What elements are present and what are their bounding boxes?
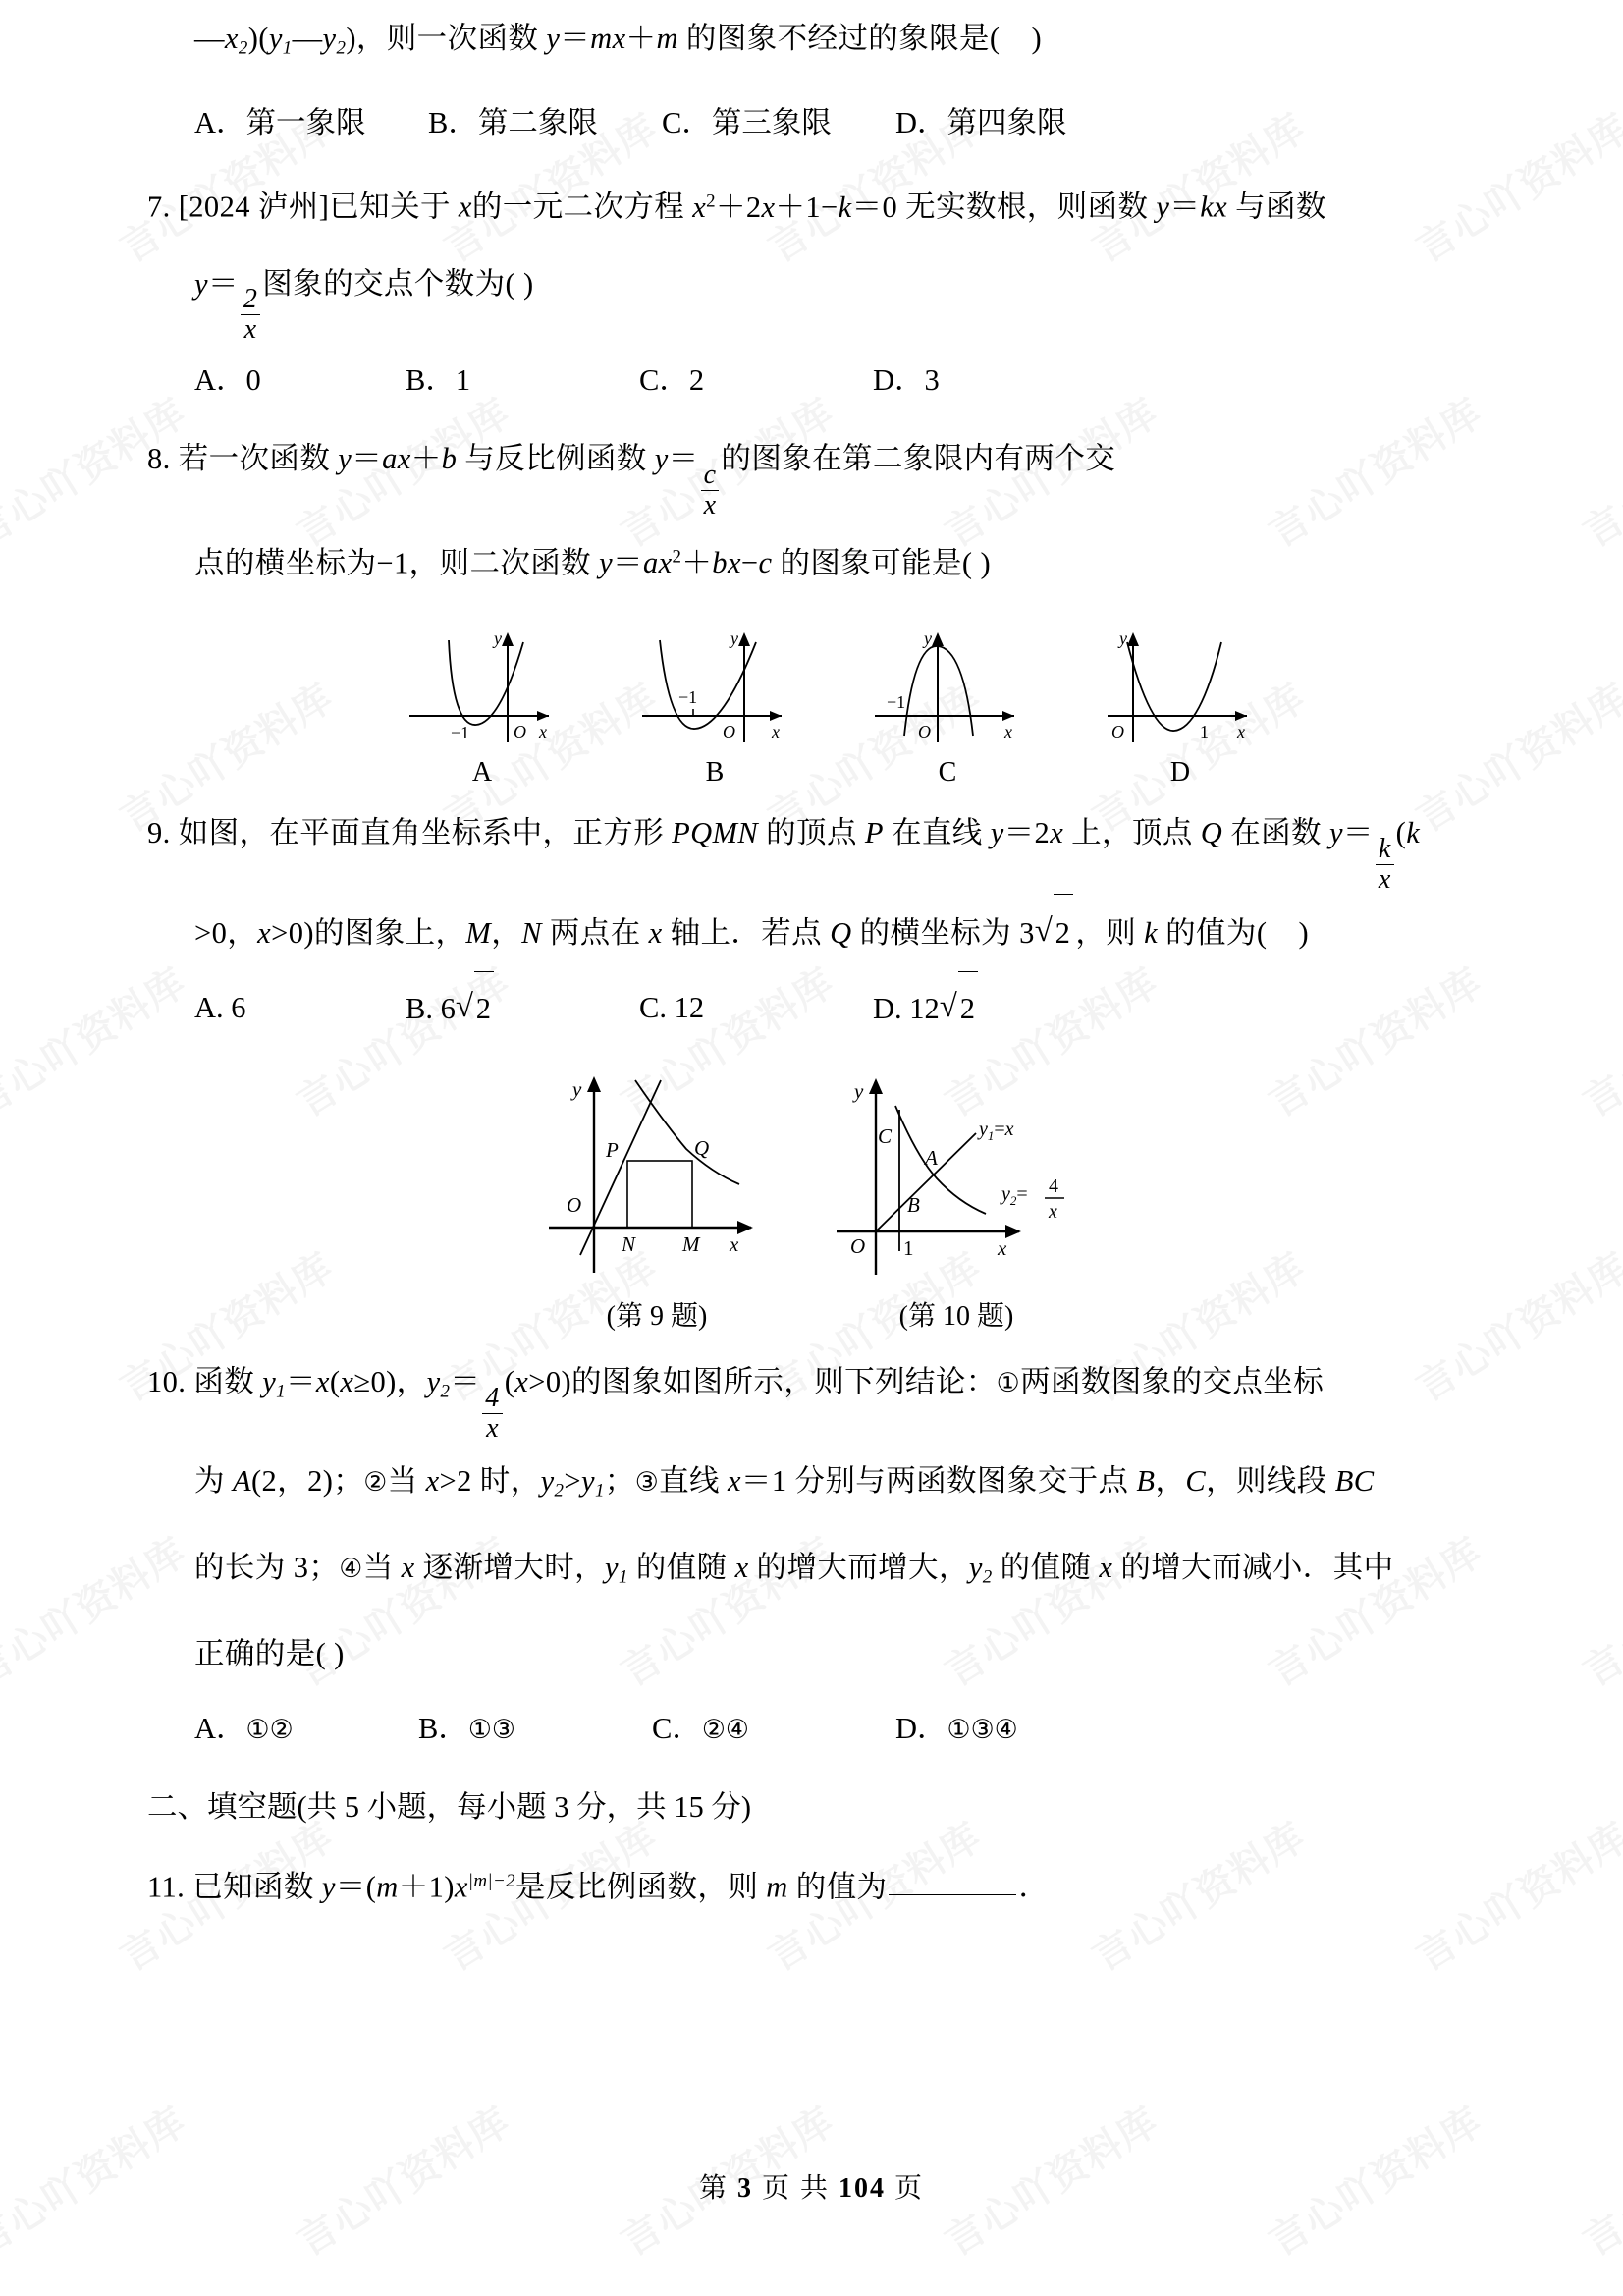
svg-text:Q: Q [693,1136,709,1161]
question-7 [147,163,1476,416]
q10-stem-line2: 为 A(2，2)；②当 x>2 时，$y_2>y_1$；③直线 x＝1 分别与两函数图象交于点 B，C，则线段 BC [194,1463,1375,1502]
figure-row-9-10 [147,1063,1476,1334]
fraction-c-over-x: $\frac{c}{x}$ [701,462,720,519]
figure-10-caption: (第 10 题) [898,1301,1014,1333]
q8-figure-a-label: A [471,757,493,789]
svg-text:O: O [722,722,735,742]
q8-figure-d [1090,623,1271,789]
svg-text:A: A [924,1146,938,1171]
svg-text:O: O [917,722,931,742]
svg-text:B: B [906,1193,920,1218]
footer-total-pages: 104 [839,2173,886,2204]
svg-text:y1=x: $y_1=x$ [978,1119,1014,1144]
svg-text:x: x [997,1236,1006,1261]
svg-text:1: 1 [1199,722,1209,742]
question-9 [147,794,1476,1334]
q10-choice-a[interactable]: A．①② [194,1712,294,1746]
q7-stem-line2: y＝ $\frac{2}{x}$ 图象的交点个数为( ) [194,266,534,346]
q7-number: 7. [147,190,171,224]
q8-figure-d-label: D [1169,757,1191,789]
figure-9-graph [537,1063,778,1284]
q7-choice-d[interactable]: D．3 [873,363,940,398]
q10-number: 10. [147,1365,187,1399]
footer-mid: 页 共 [761,2173,830,2204]
q7-choice-b[interactable]: B．1 [406,363,471,398]
svg-text:C: C [877,1124,892,1149]
svg-text:O: O [1110,722,1124,742]
svg-text:y: y [493,629,502,649]
footer-prefix: 第 [698,2173,729,2204]
q10-stem-line3: 的长为 3；④当 x 逐渐增大时，$y_1$ 的值随 x 的增大而增大，$y_2$ 的值随 x 的增大而减小．其中 [194,1551,1394,1588]
q9-stem-line2: >0，x>0)的图象上，M，N 两点在 x 轴上．若点 Q 的横坐标为 3 √ 2 ，则 k 的值为( ) [147,894,1476,971]
q10-choices [147,1692,1476,1767]
q9-choice-a[interactable]: A. 6 [194,991,246,1025]
svg-text:O: O [513,722,526,742]
svg-text:x: x [729,1232,738,1257]
section-2-heading: 二、填空题(共 5 小题，每小题 3 分，共 15 分) [147,1790,752,1825]
svg-text:x: x [1003,722,1012,742]
q8-stem-line1: 8. 若一次函数 y＝ax＋b 与反比例函数 y＝ $\frac{c}{x}$ 的图象在第二象限内有两个交 [147,442,1116,521]
figure-9-container [537,1063,778,1334]
question-6-tail [147,0,1476,159]
q6-choices [147,86,1476,159]
svg-text:M: M [681,1232,699,1257]
q6-stem-line: $—x_2)(y_1—y_2)$，则一次函数 y＝mx＋m 的图象不经过的象限是( ) [194,22,1043,59]
q6-choice-b[interactable]: B．第二象限 [428,106,598,140]
q7-source-tag: [2024 泸州] [178,190,330,224]
q8-figure-b [624,623,806,789]
svg-text:y2=: $y_2=$ [1001,1183,1028,1209]
q6-choice-a[interactable]: A．第一象限 [194,106,366,140]
q10-choice-c[interactable]: C．②④ [652,1712,749,1746]
footer-suffix: 页 [894,2173,925,2204]
svg-text:x: x [1048,1201,1057,1224]
q7-choices [147,344,1476,416]
q8-stem-line2: 点的横坐标为−1，则二次函数 $y=ax^2+bx-c$ 的图象可能是( ) [194,546,992,580]
q11-answer-blank[interactable] [889,1894,1016,1895]
q8-figure-c-label: C [938,757,957,789]
q8-figure-a [392,623,573,789]
svg-text:O: O [849,1234,865,1259]
parabola-graph-d [1090,623,1271,750]
q11-number: 11. [147,1870,186,1904]
svg-text:1: 1 [902,1236,913,1261]
q8-figure-c [857,623,1039,789]
parabola-graph-b [624,623,806,750]
q9-number: 9. [147,816,171,850]
parabola-graph-a [392,623,573,750]
question-11 [147,1843,1476,1925]
q7-choice-c[interactable]: C．2 [639,363,705,398]
q9-choice-d[interactable]: D. 12 √ 2 [873,971,980,1045]
q10-choice-d[interactable]: D．①③④ [895,1712,1018,1746]
parabola-graph-c [857,623,1039,750]
q10-stem-line4: 正确的是( ) [194,1637,345,1671]
fraction-k-over-x: $\frac{k}{x}$ [1376,836,1394,894]
figure-10-container [827,1063,1087,1334]
svg-text:y: y [730,629,738,649]
svg-text:y: y [853,1079,863,1104]
q7-stem-line1: 7. [2024 泸州]已知关于 x的一元二次方程 $x^2+2x+1-k=0$ 无实数根，则函数 y＝kx 与函数 [147,190,1326,224]
svg-text:4: 4 [1048,1175,1058,1198]
q9-stem-line1: 9. 如图，在平面直角坐标系中，正方形 PQMN 的顶点 P 在直线 y＝2x 上，顶点 Q 在函数 y＝ $\frac{k}{x}$ (k [147,816,1421,896]
footer-page-number: 3 [736,2173,753,2204]
q6-choice-d[interactable]: D．第四象限 [895,106,1067,140]
q9-choices [147,971,1476,1045]
svg-text:−1: −1 [886,692,905,713]
q10-choice-b[interactable]: B．①③ [418,1712,515,1746]
q8-figure-b-label: B [705,757,725,789]
q6-choice-c[interactable]: C．第三象限 [662,106,832,140]
q7-choice-a[interactable]: A．0 [194,363,261,398]
svg-text:y: y [571,1077,581,1102]
svg-text:−1: −1 [677,687,697,708]
sqrt-2: √ 2 [1035,894,1076,971]
svg-text:P: P [605,1138,619,1163]
q9-choice-c[interactable]: C. 12 [639,991,705,1025]
svg-text:y: y [923,629,932,649]
svg-text:x: x [538,722,547,742]
q8-number: 8. [147,442,171,476]
q8-figure-row [147,623,1476,789]
svg-text:N: N [621,1232,635,1257]
question-10 [147,1343,1476,1767]
svg-text:−1: −1 [450,723,469,743]
q9-choice-b[interactable]: B. 6 √ 2 [406,971,639,1045]
svg-text:x: x [771,722,780,742]
figure-10-graph [827,1063,1087,1284]
fraction-2-over-x: $\frac{2}{x}$ [241,286,260,344]
figure-9-caption: (第 9 题) [606,1301,708,1333]
q11-stem-line: 11. 已知函数 $y=(m+1)x^{|m|-2}$是反比例函数，则 m 的值为 ． [147,1870,1050,1904]
fraction-4-over-x: $\frac{4}{x}$ [482,1385,502,1443]
svg-text:y: y [1118,629,1127,649]
svg-text:O: O [566,1193,581,1218]
q10-stem-line1: 10. 函数 $y_1=x(x\ge 0)$，$y_2=$ $\frac{4}{x}$ (x>0)的图象如图所示，则下列结论：①两函数图象的交点坐标 [147,1365,1325,1444]
svg-text:x: x [1236,722,1245,742]
page-footer [0,2166,1623,2206]
question-8 [147,420,1476,789]
